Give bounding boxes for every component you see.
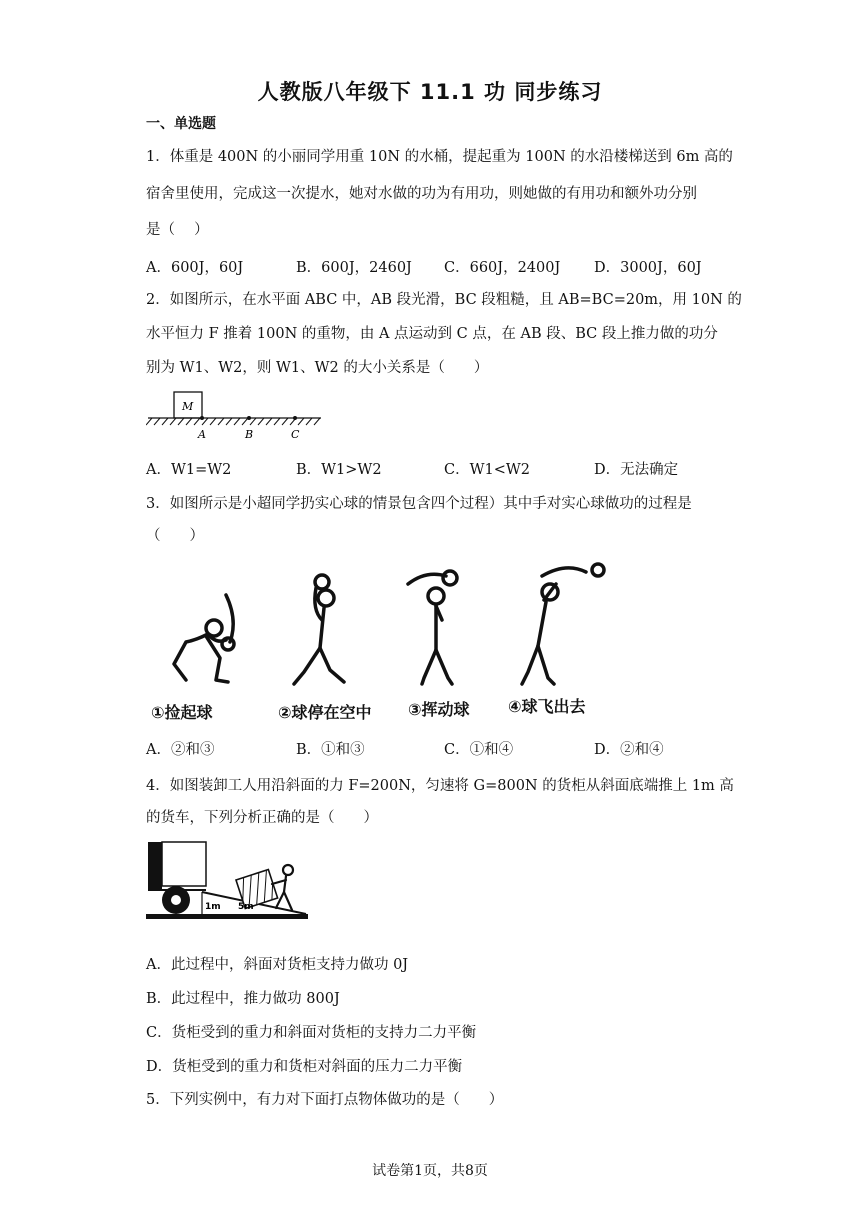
q3-option-c: C．①和④: [444, 742, 514, 758]
q4-line-1: 4．如图装卸工人用沿斜面的力 F=200N，匀速将 G=800N 的货柜从斜面底端推上 1m 高: [146, 778, 734, 794]
q1-option-b: B．600J，2460J: [296, 260, 412, 276]
q1-option-a: A．600J，60J: [146, 260, 244, 276]
stick-figure-4: [522, 564, 604, 684]
stick-figure-1: [174, 595, 234, 682]
label-c: C: [291, 428, 300, 441]
label-pick-up: ①捡起球: [151, 703, 213, 722]
q1-line-3: 是（ ）: [146, 222, 209, 238]
q1-option-d: D．3000J，60J: [594, 260, 702, 276]
q2-option-c: C．W1<W2: [444, 462, 531, 478]
q4-line-2: 的货车，下列分析正确的是（ ）: [146, 810, 378, 826]
label-fly-out: ④球飞出去: [508, 697, 586, 716]
label-length: 5m: [238, 902, 254, 912]
q4-ramp-figure: [146, 840, 311, 920]
q3-throw-figure: [146, 560, 636, 725]
q3-option-a: A．②和③: [146, 742, 215, 758]
q3-line-1: 3．如图所示是小超同学扔实心球的情景包含四个过程）其中手对实心球做功的过程是: [146, 496, 692, 512]
q1-line-2: 宿舍里使用，完成这一次提水，她对水做的功为有用功，则她做的有用功和额外功分别: [146, 186, 697, 202]
q4-option-a: A．此过程中，斜面对货柜支持力做功 0J: [146, 957, 409, 973]
q2-option-b: B．W1>W2: [296, 462, 382, 478]
q1-line-1: 1．体重是 400N 的小丽同学用重 10N 的水桶，提起重为 100N 的水沿楼梯送到 6m 高的: [146, 149, 733, 165]
label-height: 1m: [205, 902, 221, 912]
q3-line-2: （ ）: [146, 528, 204, 544]
q2-option-a: A．W1=W2: [146, 462, 232, 478]
q3-option-d: D．②和④: [594, 742, 664, 758]
page-title: 人教版八年级下 11.1 功 同步练习: [257, 80, 603, 104]
stick-figure-3: [408, 571, 457, 684]
section-heading: 一、单选题: [146, 116, 216, 132]
q2-line-2: 水平恒力 F 推着 100N 的重物，由 A 点运动到 C 点，在 AB 段、BC 段上推力做的功分: [146, 326, 718, 342]
page-footer: 试卷第1页，共8页: [372, 1163, 488, 1179]
q4-option-c: C．货柜受到的重力和斜面对货柜的支持力二力平衡: [146, 1025, 477, 1041]
label-swing: ③挥动球: [408, 700, 470, 719]
q3-option-b: B．①和③: [296, 742, 365, 758]
q2-line-1: 2．如图所示，在水平面 ABC 中，AB 段光滑，BC 段粗糙，且 AB=BC=20m，用 10N 的: [146, 292, 742, 308]
label-ball-in-air: ②球停在空中: [278, 703, 372, 722]
stick-figure-2: [294, 575, 344, 684]
q2-surface-figure: [146, 390, 326, 445]
q4-option-b: B．此过程中，推力做功 800J: [146, 991, 340, 1007]
label-m: M: [182, 400, 194, 413]
label-a: A: [198, 428, 206, 441]
q2-line-3: 别为 W1、W2，则 W1、W2 的大小关系是（ ）: [146, 360, 489, 376]
q2-option-d: D．无法确定: [594, 462, 679, 478]
q5-line-1: 5．下列实例中，有力对下面打点物体做功的是（ ）: [146, 1092, 504, 1108]
q4-option-d: D．货柜受到的重力和货柜对斜面的压力二力平衡: [146, 1059, 463, 1075]
q1-option-c: C．660J，2400J: [444, 260, 561, 276]
label-b: B: [245, 428, 254, 441]
